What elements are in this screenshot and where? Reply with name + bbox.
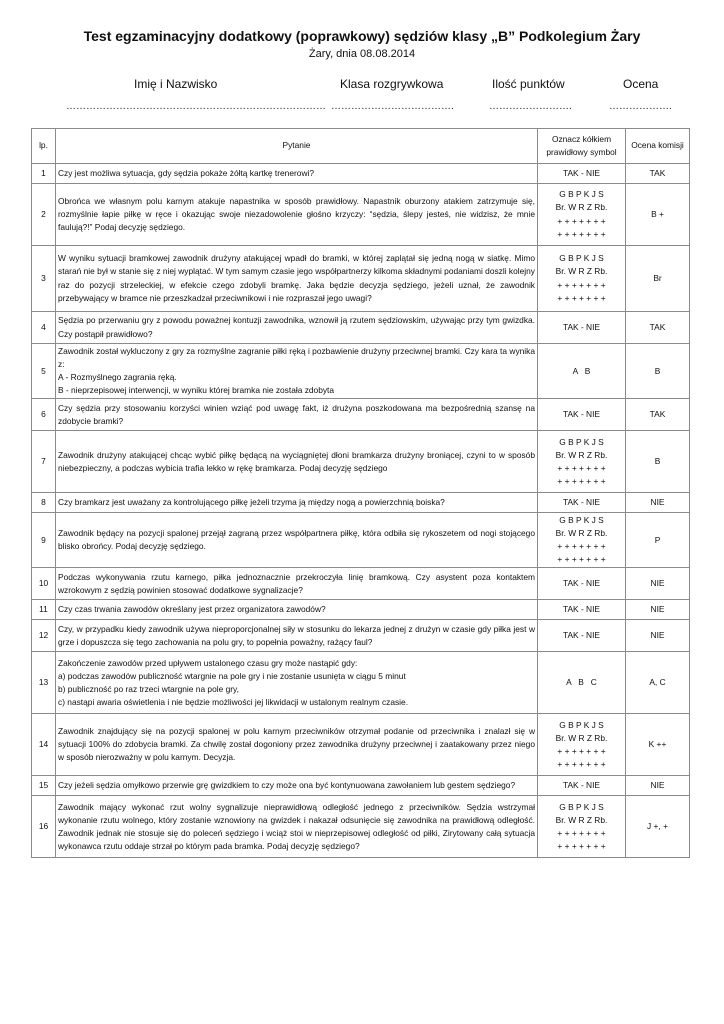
class-label: Klasa rozgrywkowa	[340, 77, 444, 91]
symbol-line[interactable]: G B P K J S	[559, 253, 604, 264]
table-row	[32, 399, 690, 431]
grade-field[interactable]: ……………….	[609, 101, 672, 112]
symbol-line[interactable]: Br. W R Z Rb.	[555, 732, 608, 743]
row-number: 3	[32, 246, 56, 312]
row-number: 5	[32, 344, 56, 399]
answer-options[interactable]	[538, 184, 626, 246]
question-line: c) nastąpi awaria oświetlenia i nie będzie możliwości jej likwidacji w ustalonym realnym czasie.	[58, 696, 409, 707]
answer-header-line2: prawidłowy symbol	[546, 147, 617, 157]
table-row	[32, 513, 690, 568]
commission-grade: B +	[626, 184, 690, 246]
answer-options[interactable]	[538, 796, 626, 858]
question-text	[56, 513, 538, 568]
question-line: Zawodnik mający wykonać rzut wolny sygnalizuje nieprawidłową odległość jednego z przeciwników. Sędzia wstrzymał wykonanie rzutu wolnego, który zostanie wznowiony na gwizdek i nakazał odsunięcie się zawodnika na prawidłową odległość. Zawodnik jednak nie stosuje się do poleceń sędziego i wciąż stoi w nieprzepisowej odległość od piłki, Zirytowany całą sytuacja wykonawca rzutu oddaje strzał po którym pada bramka. Podaj decyzję sędziego?	[58, 801, 535, 851]
commission-grade: TAK	[626, 164, 690, 184]
row-number: 1	[32, 164, 56, 184]
commission-grade: TAK	[626, 312, 690, 344]
answer-options[interactable]	[538, 513, 626, 568]
answer-options[interactable]	[538, 164, 626, 184]
points-label: Ilość punktów	[492, 77, 565, 91]
answer-options[interactable]	[538, 344, 626, 399]
answer-options[interactable]	[538, 620, 626, 652]
row-number: 8	[32, 493, 56, 513]
table-row	[32, 344, 690, 399]
symbol-line[interactable]: + + + + + + +	[557, 215, 606, 226]
row-number: 4	[32, 312, 56, 344]
question-line: Sędzia po przerwaniu gry z powodu poważnej kontuzji zawodnika, wznowił ją rzutem sędziowskim, używając przy tym gwizdka. Czy postąpił prawidłowo?	[58, 315, 535, 339]
table-row	[32, 493, 690, 513]
table-row	[32, 246, 690, 312]
page-subtitle: Żary, dnia 08.08.2014	[308, 48, 416, 60]
answer-text[interactable]: A B	[572, 365, 591, 376]
question-line: a) podczas zawodów publiczność wtargnie na pole gry i nie zostanie usunięta w ciągu 5 minut	[58, 670, 406, 681]
answer-options[interactable]	[538, 399, 626, 431]
answer-options[interactable]	[538, 714, 626, 776]
answer-header	[538, 129, 626, 164]
answer-text[interactable]: TAK - NIE	[562, 167, 601, 178]
lp-header: lp.	[32, 129, 56, 164]
symbol-line[interactable]: G B P K J S	[559, 189, 604, 200]
symbol-line[interactable]: G B P K J S	[559, 801, 604, 812]
question-text	[56, 344, 538, 399]
table-row	[32, 652, 690, 714]
question-text	[56, 493, 538, 513]
symbol-line[interactable]: G B P K J S	[559, 436, 604, 447]
question-text	[56, 796, 538, 858]
symbol-line[interactable]: + + + + + + +	[557, 541, 606, 552]
name-label: Imię i Nazwisko	[134, 77, 218, 91]
question-text	[56, 714, 538, 776]
table-row	[32, 184, 690, 246]
answer-text[interactable]: TAK - NIE	[562, 604, 601, 615]
class-field[interactable]: ……………………………….	[331, 101, 454, 112]
answer-options[interactable]	[538, 246, 626, 312]
question-text	[56, 652, 538, 714]
symbol-line[interactable]: + + + + + + +	[557, 462, 606, 473]
questions-table	[31, 128, 690, 858]
commission-grade: B	[626, 344, 690, 399]
question-line: Zawodnik drużyny atakującej chcąc wybić piłkę będącą na wyciągniętej dłoni bramkarza drużyny broniącej, czyni to w sposób niebezpieczny, a podczas wybicia trafia lekko w rękę bramkarza. Podaj decyzję sędziego	[58, 449, 535, 473]
table-header-row	[32, 129, 690, 164]
answer-text[interactable]: TAK - NIE	[562, 409, 601, 420]
symbol-line[interactable]: + + + + + + +	[557, 554, 606, 565]
row-number: 2	[32, 184, 56, 246]
question-line: b) publiczność po raz trzeci wtargnie na pole gry,	[58, 683, 239, 694]
row-number: 6	[32, 399, 56, 431]
question-text	[56, 568, 538, 600]
row-number: 16	[32, 796, 56, 858]
symbol-line[interactable]: + + + + + + +	[557, 827, 606, 838]
question-line: Czy bramkarz jest uważany za kontrolującego piłkę jeżeli trzyma ją między nogą a powierzchnią boiska?	[58, 497, 445, 508]
row-number: 14	[32, 714, 56, 776]
question-text	[56, 246, 538, 312]
symbol-line[interactable]: Br. W R Z Rb.	[555, 266, 608, 277]
question-text	[56, 431, 538, 493]
answer-text[interactable]: TAK - NIE	[562, 321, 601, 332]
answer-options[interactable]	[538, 493, 626, 513]
question-text	[56, 600, 538, 620]
symbol-line[interactable]: + + + + + + +	[557, 758, 606, 769]
symbol-line[interactable]: + + + + + + +	[557, 475, 606, 486]
answer-text[interactable]: A B C	[566, 677, 597, 688]
answer-options[interactable]	[538, 652, 626, 714]
commission-grade: P	[626, 513, 690, 568]
row-number: 13	[32, 652, 56, 714]
table-row	[32, 600, 690, 620]
table-row	[32, 164, 690, 184]
table-row	[32, 776, 690, 796]
symbol-line[interactable]: + + + + + + +	[557, 840, 606, 851]
commission-grade: NIE	[626, 493, 690, 513]
answer-text[interactable]: TAK - NIE	[562, 780, 601, 791]
answer-options[interactable]	[538, 776, 626, 796]
commission-grade: J +, +	[626, 796, 690, 858]
symbol-line[interactable]: Br. W R Z Rb.	[555, 202, 608, 213]
question-line: W wyniku sytuacji bramkowej zawodnik drużyny atakującej wpadł do bramki, w której zaplątał się jedną nogą w siatkę. Mimo starań nie był w stanie się z niej wyplątać. W tym samym czasie jego współpartnerzy kilkoma składnymi podaniami doszli kolejny raz do pozycji strzeleckiej, w efekcie czego zdobyli bramkę. Jaka będzie decyzja sędziego, jeżeli uznał, że zawodnik przebywający w bramce nie przeszkadzał przeciwnikowi i nie rozpraszał jego uwagi?	[58, 253, 535, 303]
question-line: Czy jest możliwa sytuacja, gdy sędzia pokaże żółtą kartkę trenerowi?	[58, 167, 315, 178]
symbol-line[interactable]: G B P K J S	[559, 719, 604, 730]
row-number: 15	[32, 776, 56, 796]
row-number: 11	[32, 600, 56, 620]
question-line: Czy czas trwania zawodów określany jest przez organizatora zawodów?	[58, 604, 326, 615]
answer-options[interactable]	[538, 431, 626, 493]
question-line: Zawodnik znajdujący się na pozycji spalonej w polu karnym przeciwników otrzymał podanie od przeciwnika i znalazł się w sytuacji 100% do zdobycia bramki. Za chwilę został dogoniony przez zawodnika drużyny przeciwnej i zaatakowany przez niego w sposób nierozważny w polu karnym. Decyzja.	[58, 726, 535, 763]
question-text	[56, 164, 538, 184]
question-text	[56, 312, 538, 344]
symbol-line[interactable]: Br. W R Z Rb.	[555, 449, 608, 460]
question-text	[56, 620, 538, 652]
commission-grade: K ++	[626, 714, 690, 776]
symbol-line[interactable]: + + + + + + +	[557, 745, 606, 756]
table-row	[32, 714, 690, 776]
commission-header: Ocena komisji	[626, 129, 690, 164]
commission-grade: NIE	[626, 568, 690, 600]
table-row	[32, 568, 690, 600]
question-text	[56, 399, 538, 431]
question-line: Zakończenie zawodów przed upływem ustalonego czasu gry może nastąpić gdy:	[58, 657, 358, 668]
table-row	[32, 620, 690, 652]
commission-grade: A, C	[626, 652, 690, 714]
table-row	[32, 431, 690, 493]
answer-text[interactable]: TAK - NIE	[562, 578, 601, 589]
row-number: 7	[32, 431, 56, 493]
table-row	[32, 796, 690, 858]
row-number: 12	[32, 620, 56, 652]
question-line: Podczas wykonywania rzutu karnego, piłka jednoznacznie przekroczyła linię bramkową. Czy asystent poza kontaktem wzrokowym z sędzią powinien stosować dodatkowe sygnalizacje?	[58, 571, 535, 595]
answer-text[interactable]: TAK - NIE	[562, 497, 601, 508]
question-line: Zawodnik będący na pozycji spalonej przejął zagraną przez współpartnera piłkę, która odbiła się rykoszetem od nogi stojącego blisko obrońcy. Podaj decyzję sędziego.	[58, 528, 535, 552]
name-field[interactable]: ……………………………………………………………………	[66, 101, 326, 112]
commission-grade: NIE	[626, 776, 690, 796]
question-line: Obrońca we własnym polu karnym atakuje napastnika w sposób prawidłowy. Napastnik oburzony atakiem zatrzymuje się, rozmyślnie łapie piłkę w ręce i okazując swoje niezadowolenie głośno krzyczy: “sędzia, ślepy jesteś, nie widzisz, że mnie faulują?!” Podaj decyzję sędziego.	[58, 195, 535, 232]
answer-options[interactable]	[538, 312, 626, 344]
question-header: Pytanie	[56, 129, 538, 164]
answer-header-line1: Oznacz kółkiem	[551, 133, 612, 144]
answer-options[interactable]	[538, 568, 626, 600]
symbol-line[interactable]: G B P K J S	[559, 515, 604, 526]
symbol-line[interactable]: + + + + + + +	[557, 292, 606, 303]
symbol-line[interactable]: Br. W R Z Rb.	[555, 528, 608, 539]
question-text	[56, 776, 538, 796]
commission-grade: NIE	[626, 600, 690, 620]
question-line: A - Rozmyślnego zagrania ręką.	[58, 372, 177, 383]
question-text	[56, 184, 538, 246]
commission-grade: B	[626, 431, 690, 493]
answer-options[interactable]	[538, 600, 626, 620]
page-title: Test egzaminacyjny dodatkowy (poprawkowy) sędziów klasy „B” Podkolegium Żary	[83, 28, 641, 44]
question-line: Czy jeżeli sędzia omyłkowo przerwie grę gwizdkiem to czy może ona być kontynuowana zawołaniem lub gestem sędziego?	[58, 780, 516, 791]
points-field[interactable]: …………………….	[489, 101, 572, 112]
answer-text[interactable]: TAK - NIE	[562, 630, 601, 641]
question-line: B - nieprzepisowej interwencji, w wyniku której bramka nie została zdobyta	[58, 385, 335, 396]
commission-grade: TAK	[626, 399, 690, 431]
commission-grade: NIE	[626, 620, 690, 652]
table-row	[32, 312, 690, 344]
grade-label: Ocena	[623, 77, 659, 91]
symbol-line[interactable]: Br. W R Z Rb.	[555, 814, 608, 825]
symbol-line[interactable]: + + + + + + +	[557, 279, 606, 290]
row-number: 9	[32, 513, 56, 568]
question-line: Zawodnik został wykluczony z gry za rozmyślne zagranie piłki ręką i pozbawienie drużyny przeciwnej bramki. Czy kara ta wynika z:	[58, 346, 535, 370]
question-line: Czy sędzia przy stosowaniu korzyści winien wziąć pod uwagę fakt, iż drużyna poszkodowana ma bezpośrednią szansę na zdobycie bramki?	[58, 402, 535, 426]
symbol-line[interactable]: + + + + + + +	[557, 228, 606, 239]
question-line: Czy, w przypadku kiedy zawodnik używa nieproporcjonalnej siły w stosunku do lekarza jednej z drużyn w czasie gdy piłka jest w grze i dopuszcza się tego zachowania na polu gry, to popełnia poważny, rażący faul?	[58, 623, 535, 647]
commission-grade: Br	[626, 246, 690, 312]
row-number: 10	[32, 568, 56, 600]
